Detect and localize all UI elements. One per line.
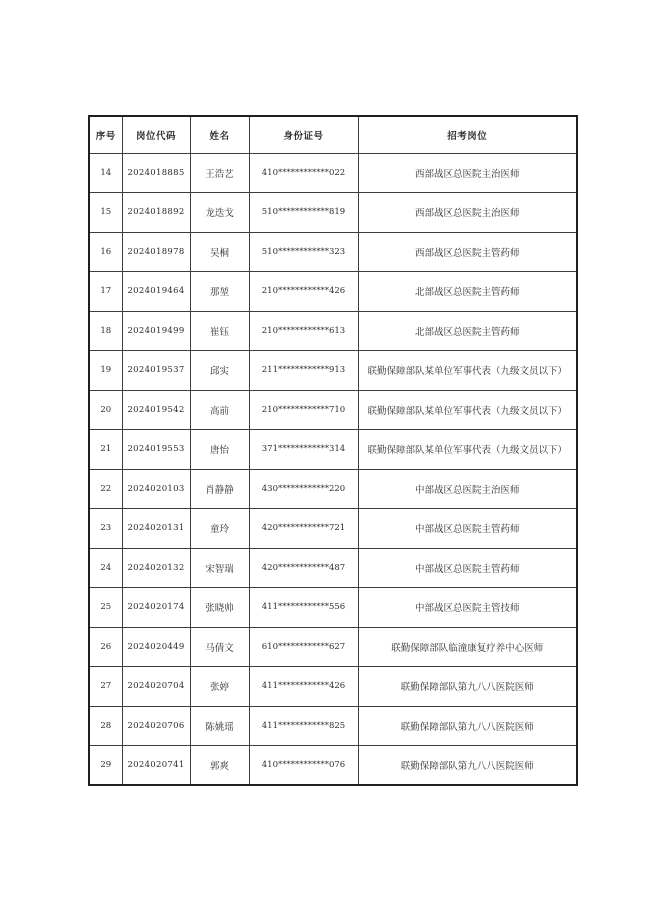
cell-id-number: 410************022 xyxy=(249,153,358,193)
cell-position: 北部战区总医院主管药师 xyxy=(358,311,577,351)
table-row xyxy=(89,469,577,509)
cell-name: 高前 xyxy=(190,390,249,430)
cell-code: 2024019553 xyxy=(122,430,190,470)
cell-position: 中部战区总医院主管药师 xyxy=(358,548,577,588)
cell-id-number: 510************323 xyxy=(249,232,358,272)
cell-position: 北部战区总医院主管药师 xyxy=(358,272,577,312)
cell-name: 吴桐 xyxy=(190,232,249,272)
cell-name: 宋智瑞 xyxy=(190,548,249,588)
cell-name: 邱实 xyxy=(190,351,249,391)
cell-position: 西部战区总医院主治医师 xyxy=(358,193,577,233)
table-row xyxy=(89,390,577,430)
table-row xyxy=(89,588,577,628)
cell-code: 2024019542 xyxy=(122,390,190,430)
cell-serial: 27 xyxy=(89,667,122,707)
column-header-code: 岗位代码 xyxy=(122,116,190,153)
cell-code: 2024020131 xyxy=(122,509,190,549)
table-row xyxy=(89,706,577,746)
cell-position: 中部战区总医院主管药师 xyxy=(358,509,577,549)
cell-id-number: 411************825 xyxy=(249,706,358,746)
cell-id-number: 211************913 xyxy=(249,351,358,391)
cell-name: 张婷 xyxy=(190,667,249,707)
cell-code: 2024018978 xyxy=(122,232,190,272)
cell-position: 联勤保障部队第九八八医院医师 xyxy=(358,706,577,746)
cell-id-number: 410************076 xyxy=(249,746,358,786)
cell-position: 联勤保障部队第九八八医院医师 xyxy=(358,746,577,786)
cell-serial: 20 xyxy=(89,390,122,430)
cell-position: 联勤保障部队某单位军事代表（九级文员以下） xyxy=(358,351,577,391)
cell-serial: 22 xyxy=(89,469,122,509)
table-row xyxy=(89,351,577,391)
cell-id-number: 430************220 xyxy=(249,469,358,509)
cell-name: 那堃 xyxy=(190,272,249,312)
cell-name: 龙迭戈 xyxy=(190,193,249,233)
cell-id-number: 371************314 xyxy=(249,430,358,470)
cell-name: 王浩艺 xyxy=(190,153,249,193)
column-header-name: 姓名 xyxy=(190,116,249,153)
cell-name: 肖静静 xyxy=(190,469,249,509)
cell-serial: 24 xyxy=(89,548,122,588)
table-row xyxy=(89,193,577,233)
cell-code: 2024019464 xyxy=(122,272,190,312)
cell-name: 唐怡 xyxy=(190,430,249,470)
cell-id-number: 411************426 xyxy=(249,667,358,707)
table-row xyxy=(89,627,577,667)
cell-position: 西部战区总医院主管药师 xyxy=(358,232,577,272)
table-row xyxy=(89,430,577,470)
cell-code: 2024018892 xyxy=(122,193,190,233)
cell-code: 2024018885 xyxy=(122,153,190,193)
cell-code: 2024020449 xyxy=(122,627,190,667)
cell-serial: 19 xyxy=(89,351,122,391)
cell-code: 2024020704 xyxy=(122,667,190,707)
cell-code: 2024020174 xyxy=(122,588,190,628)
cell-position: 联勤保障部队某单位军事代表（九级文员以下） xyxy=(358,430,577,470)
cell-name: 郭爽 xyxy=(190,746,249,786)
table-row xyxy=(89,311,577,351)
table-row xyxy=(89,232,577,272)
column-header-serial: 序号 xyxy=(89,116,122,153)
cell-serial: 18 xyxy=(89,311,122,351)
cell-name: 马倩文 xyxy=(190,627,249,667)
cell-name: 张晓帅 xyxy=(190,588,249,628)
table-row xyxy=(89,548,577,588)
cell-code: 2024020706 xyxy=(122,706,190,746)
table-row xyxy=(89,509,577,549)
cell-id-number: 411************556 xyxy=(249,588,358,628)
cell-position: 联勤保障部队某单位军事代表（九级文员以下） xyxy=(358,390,577,430)
cell-id-number: 210************613 xyxy=(249,311,358,351)
cell-position: 中部战区总医院主治医师 xyxy=(358,469,577,509)
cell-code: 2024019537 xyxy=(122,351,190,391)
cell-code: 2024019499 xyxy=(122,311,190,351)
column-header-id-number: 身份证号 xyxy=(249,116,358,153)
cell-serial: 26 xyxy=(89,627,122,667)
cell-name: 崔钰 xyxy=(190,311,249,351)
table-body xyxy=(89,153,577,785)
cell-id-number: 420************721 xyxy=(249,509,358,549)
cell-serial: 21 xyxy=(89,430,122,470)
cell-position: 西部战区总医院主治医师 xyxy=(358,153,577,193)
table-header xyxy=(89,116,577,153)
cell-code: 2024020132 xyxy=(122,548,190,588)
cell-serial: 17 xyxy=(89,272,122,312)
cell-serial: 29 xyxy=(89,746,122,786)
cell-position: 联勤保障部队第九八八医院医师 xyxy=(358,667,577,707)
recruitment-table xyxy=(88,115,578,786)
cell-position: 中部战区总医院主管技师 xyxy=(358,588,577,628)
table-row xyxy=(89,667,577,707)
cell-serial: 16 xyxy=(89,232,122,272)
cell-id-number: 610************627 xyxy=(249,627,358,667)
cell-code: 2024020741 xyxy=(122,746,190,786)
cell-code: 2024020103 xyxy=(122,469,190,509)
cell-id-number: 420************487 xyxy=(249,548,358,588)
cell-id-number: 510************819 xyxy=(249,193,358,233)
cell-name: 陈姚瑶 xyxy=(190,706,249,746)
cell-serial: 25 xyxy=(89,588,122,628)
cell-position: 联勤保障部队临潼康复疗养中心医师 xyxy=(358,627,577,667)
header-row xyxy=(89,116,577,153)
column-header-position: 招考岗位 xyxy=(358,116,577,153)
table-row xyxy=(89,746,577,786)
cell-serial: 23 xyxy=(89,509,122,549)
cell-id-number: 210************426 xyxy=(249,272,358,312)
cell-name: 童玲 xyxy=(190,509,249,549)
table-row xyxy=(89,153,577,193)
cell-id-number: 210************710 xyxy=(249,390,358,430)
cell-serial: 14 xyxy=(89,153,122,193)
cell-serial: 15 xyxy=(89,193,122,233)
cell-serial: 28 xyxy=(89,706,122,746)
table-row xyxy=(89,272,577,312)
